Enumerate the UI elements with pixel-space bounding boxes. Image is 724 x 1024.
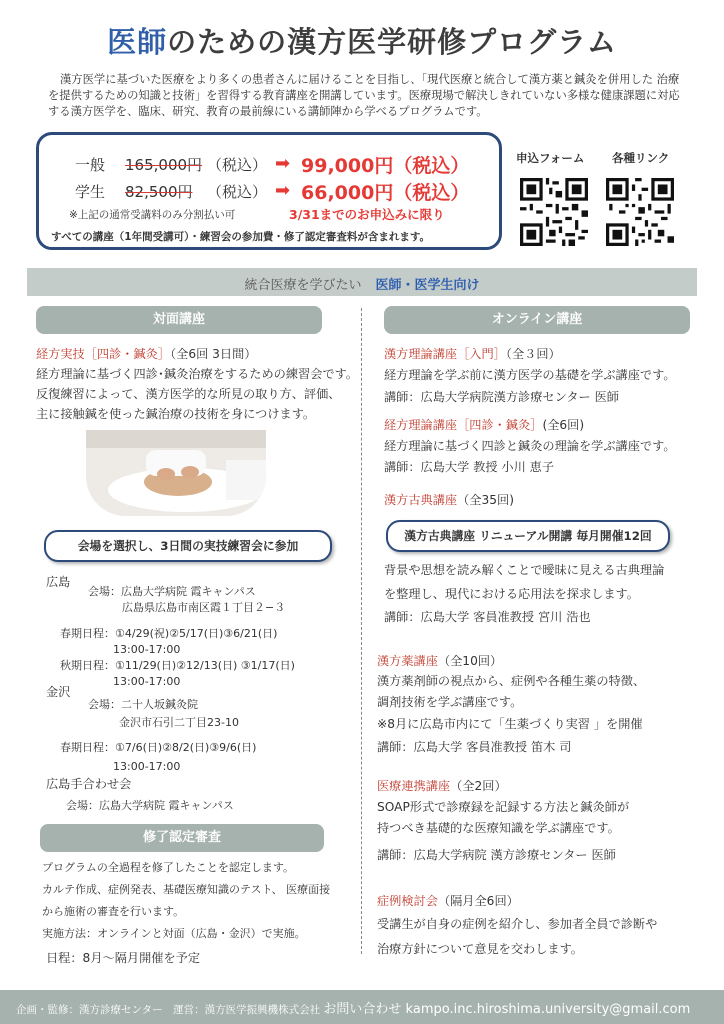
target-band: [27, 268, 697, 296]
online-heading: オンライン講座: [384, 306, 690, 334]
deadline-note: 3/31までのお申込みに限り: [289, 207, 445, 222]
practice-desc-2: 反復練習によって、漢方医学的な所見の取り方、評価、: [36, 387, 341, 401]
course-meta: （全35回): [457, 493, 514, 507]
course-title: 漢方理論講座［入門］: [384, 347, 506, 361]
course-desc: 経方理論を学ぶ前に漢方医学の基礎を学ぶ講座です。: [384, 368, 676, 382]
footer-text: [16, 998, 690, 1017]
course-desc: SOAP形式で診療録を記録する方法と鍼灸師が: [377, 800, 630, 814]
installment-note: ※上記の通常受講料のみ分割払い可: [69, 209, 236, 221]
course-desc: を整理し、現代における応用法を探求します。: [384, 587, 639, 601]
course-desc: 治療方針について意見を交わします。: [377, 942, 583, 956]
price-box: [36, 132, 502, 250]
band-lead: 統合医療を学びたい: [244, 278, 362, 293]
hiroshima-autumn-time: 13:00-17:00: [113, 675, 181, 688]
footer-organizer: 企画・監修：漢方診療センター 運営：漢方医学振興機株式会社: [16, 1004, 324, 1016]
certification-heading: 修了認定審査: [40, 824, 324, 852]
links-qr-code-icon[interactable]: [606, 178, 674, 246]
course-title: 漢方薬講座: [377, 654, 438, 668]
hiroshima-spring-dates: 春期日程：①4/29(祝)②5/17(日)③6/21(日): [60, 627, 278, 640]
includes-note: すべての講座（1年間受講可）・練習会の参加費・修了認定審査料が含まれます。: [51, 231, 431, 243]
course-title: 経方理論講座［四診・鍼灸］: [384, 418, 543, 432]
course-title: 症例検討会: [377, 894, 438, 908]
hiroshima-autumn-dates: 秋期日程：①11/29(日)②12/13(日) ③1/17(日): [60, 659, 295, 672]
course-meta: （全2回）: [450, 779, 507, 793]
cert-line-2: カルテ作成、症例発表、基礎医療知識のテスト、 医療面接: [42, 883, 331, 896]
footer: [0, 990, 724, 1024]
hiroshima-venue: 会場：広島大学病院 霞キャンパス: [88, 585, 256, 598]
old-price-student: 82,500円: [125, 183, 193, 201]
arrow-right-icon: ➡: [275, 180, 291, 201]
practice-title: 経方実技［四診・鍼灸］: [36, 347, 171, 361]
price-row-student: [39, 178, 499, 202]
price-row-general: [39, 151, 499, 175]
course-desc: 調剤技術を学ぶ講座です。: [377, 695, 523, 709]
hiroshima-label: 広島: [46, 575, 71, 589]
kanazawa-label: 金沢: [46, 685, 71, 699]
course-desc: ※8月に広島市内にて「生薬づくり実習 」を開催: [377, 717, 643, 731]
cert-schedule: 日程：8月〜隔月開催を予定: [46, 951, 201, 965]
meeting-name: 広島手合わせ会: [46, 777, 132, 791]
cert-line-1: プログラムの全過程を修了したことを認定します。: [42, 861, 295, 874]
intro-text: 漢方医学に基づいた医療をより多くの患者さんに届けることを目指し、「現代医療と統合して漢方薬と鍼灸を併用した 治療を提供するための知識と技術」を習得する教育講座を開講しています。医療現場で解決しきれていない多様な健康課題に対応する漢方医学を、臨床、研究、教育の最前線にいる講師陣から学べるプログラムです。: [48, 73, 680, 118]
course-lecturer: 講師：広島大学病院 漢方診療センター 医師: [377, 848, 616, 862]
price-label-student: 学生: [75, 183, 106, 201]
practice-photo: [86, 430, 266, 516]
kanazawa-spring-time: 13:00-17:00: [113, 760, 181, 773]
cert-line-3: から施術の審査を行います。: [42, 905, 185, 918]
course-lecturer: 講師：広島大学病院漢方診療センター 医師: [384, 390, 619, 404]
venue-select-pill: 会場を選択し、3日間の実技練習会に参加: [44, 530, 332, 562]
kanazawa-spring-dates: 春期日程：①7/6(日)②8/2(日)③9/6(日): [60, 741, 257, 754]
hiroshima-spring-time: 13:00-17:00: [113, 643, 181, 656]
course-desc: 受講生が自身の症例を紹介し、参加者全員で診断や: [377, 917, 658, 931]
apply-form-label: 申込フォーム: [516, 151, 585, 165]
course-meta: （全３回）: [505, 347, 561, 361]
practice-title-line: [36, 344, 256, 364]
course-title-line: [384, 490, 514, 510]
course-title-line: [377, 651, 502, 671]
practice-desc-1: 経方理論に基づく四診･鍼灸治療をするための練習会です。: [36, 367, 358, 381]
hiroshima-address: 広島県広島市南区霞１丁目２−３: [122, 601, 286, 614]
old-price-general: 165,000円: [125, 156, 203, 174]
meeting-venue: 会場：広島大学病院 霞キャンパス: [66, 799, 234, 812]
course-desc: 漢方薬剤師の視点から、症例や各種生薬の特徴、: [377, 674, 646, 688]
course-title: 漢方古典講座: [384, 493, 458, 507]
course-title-line: [377, 776, 507, 796]
practice-meta: （全6回 3日間）: [170, 347, 257, 361]
cert-line-4: 実施方法：オンラインと対面（広島・金沢）で実施。: [42, 927, 306, 940]
course-meta: (全6回): [542, 418, 585, 432]
title-rest: のための漢方医学研修プログラム: [167, 25, 617, 59]
column-divider: [361, 308, 362, 954]
course-title-line: [377, 891, 519, 911]
new-price-student: 66,000円（税込）: [301, 182, 470, 204]
course-meta: （隔月全6回）: [437, 894, 519, 908]
band-target: 医師・医学生向け: [375, 278, 480, 293]
classics-renewal-pill: 漢方古典講座 リニューアル開講 毎月開催12回: [386, 520, 670, 552]
tax-general: （税込）: [207, 156, 268, 174]
course-lecturer: 講師：広島大学 教授 小川 恵子: [384, 460, 555, 474]
apply-qr-code-icon[interactable]: [520, 178, 588, 246]
footer-contact[interactable]: お問い合わせ kampo.inc.hiroshima.university@gmail.com: [323, 1002, 691, 1017]
course-desc: 経方理論に基づく四診と鍼灸の理論を学ぶ講座です。: [384, 439, 676, 453]
course-desc: 持つべき基礎的な医療知識を学ぶ講座です。: [377, 821, 620, 835]
course-lecturer: 講師：広島大学 客員准教授 宮川 浩也: [384, 610, 591, 624]
course-meta: （全10回）: [437, 654, 503, 668]
title-accent: 医師: [107, 25, 168, 59]
new-price-general: 99,000円（税込）: [301, 155, 470, 177]
price-label-general: 一般: [75, 156, 106, 174]
course-title-line: [384, 415, 584, 435]
course-desc: 背景や思想を読み解くことで曖昧に見える古典理論: [384, 563, 665, 577]
arrow-right-icon: ➡: [275, 153, 291, 174]
course-title: 医療連携講座: [377, 779, 451, 793]
target-band-text: [27, 274, 697, 293]
kanazawa-address: 金沢市石引二丁目23-10: [119, 716, 239, 729]
in-person-heading: 対面講座: [36, 306, 322, 334]
course-title-line: [384, 344, 561, 364]
page-title: [0, 20, 724, 61]
links-label: 各種リンク: [612, 151, 670, 165]
kanazawa-venue: 会場：二十人坂鍼灸院: [88, 698, 198, 711]
course-lecturer: 講師：広島大学 客員准教授 笛木 司: [377, 740, 572, 754]
practice-desc-3: 主に接触鍼を使った鍼治療の技術を身につけます。: [36, 407, 316, 421]
tax-student: （税込）: [207, 183, 268, 201]
